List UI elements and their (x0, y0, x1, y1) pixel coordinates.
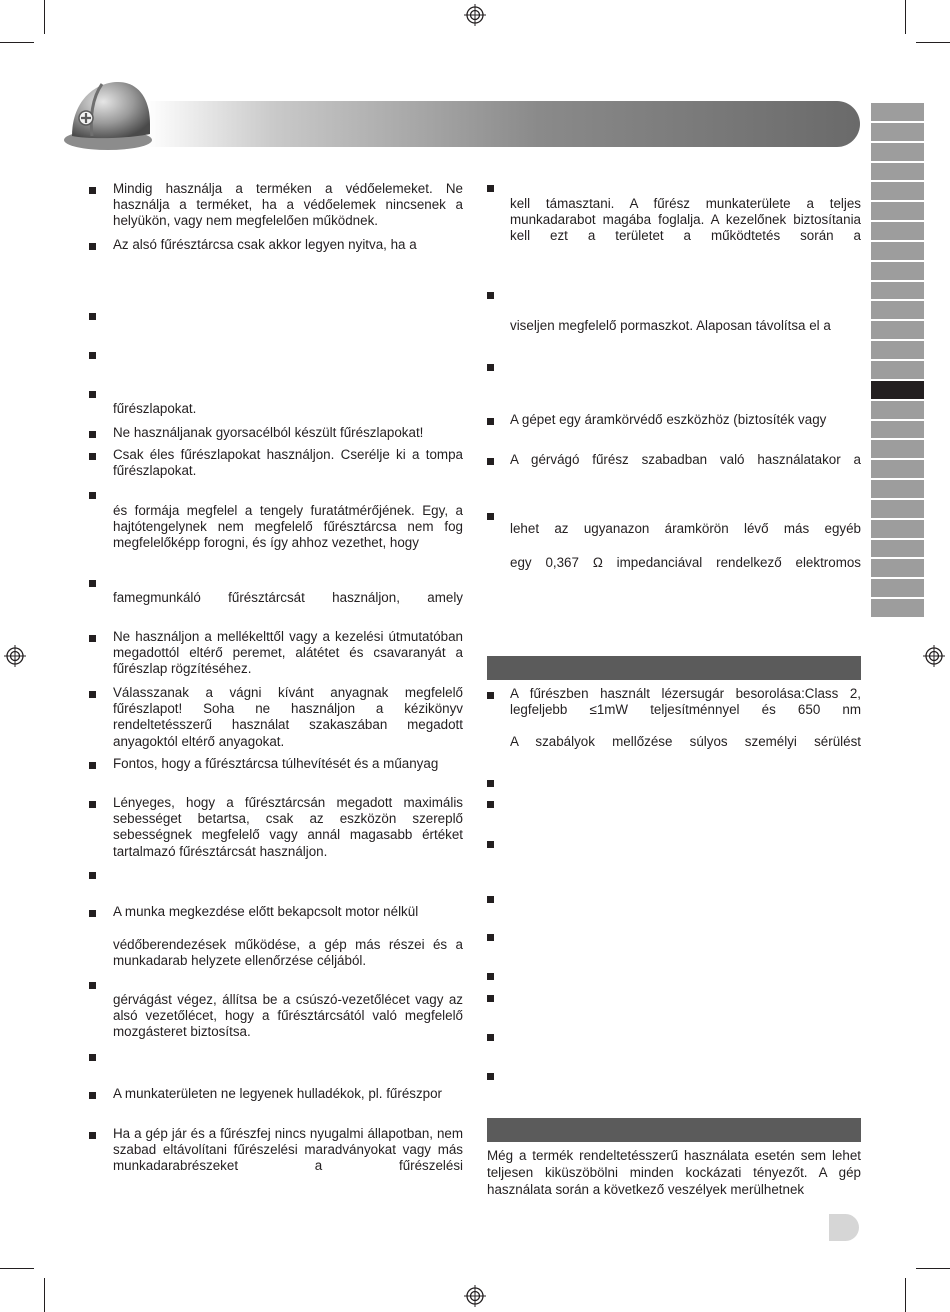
list-item (89, 237, 463, 253)
bullet-icon (89, 1092, 96, 1099)
item-text: famegmunkáló fűrésztárcsát használjon, amely (113, 590, 463, 605)
bullet-icon (89, 492, 96, 499)
item-text: A fűrészben használt lézersugár besorolása:Class 2, legfeljebb ≤1mW teljesítménnyel és 650 nm (510, 686, 861, 718)
list-item (89, 978, 463, 1041)
bullet-icon (89, 1054, 96, 1061)
list-item (89, 685, 463, 750)
bullet-icon (487, 841, 494, 848)
section-header-bar (487, 656, 861, 680)
bullet-icon (89, 910, 96, 917)
item-text: gérvágást végez, állítsa be a csúszó-vezetőlécet vagy az alsó vezetőlécet, hogy a fűrésztárcsától való megfelelő mozgásteret biztosítsa. (113, 992, 463, 1040)
list-item (89, 629, 463, 678)
list-item (487, 734, 861, 750)
item-text: egy 0,367 Ω impedanciával rendelkező elektromos (510, 555, 861, 570)
item-text: Csak éles fűrészlapokat használjon. Cserélje ki a tompa fűrészlapokat. (113, 447, 463, 479)
item-text: Válasszanak a vágni kívánt anyagnak megfelelő fűrészlapot! Soha ne használjon a kézikönyv rendeltetésszerű használat szakaszában megadott anyagoktól eltérő anyagokat. (113, 685, 463, 749)
chapter-tab (871, 202, 924, 220)
section-header-bar (487, 1118, 861, 1142)
item-text: Lényeges, hogy a fűrésztárcsán megadott maximális sebességet betartsa, csak az eszközön szereplő sebességnek megfelelő vagy annál magasabb értéket tartalmazó fűrésztárcsát használjon. (113, 795, 463, 859)
registration-mark-icon (464, 1285, 486, 1307)
chapter-tab (871, 123, 924, 141)
list-item (89, 1086, 463, 1102)
crop-mark (905, 1278, 906, 1312)
bullet-icon (89, 431, 96, 438)
chapter-tab (871, 460, 924, 478)
list-item (487, 509, 861, 537)
bullet-icon (487, 692, 494, 699)
list-item (487, 686, 861, 718)
bullet-icon (487, 513, 494, 520)
crop-mark (0, 1268, 34, 1269)
chapter-tab (871, 579, 924, 597)
item-text: kell támasztani. A fűrész munkaterülete a teljes munkadarabot magába foglalja. A kezelőnek biztosítania kell ezt a területet a működtetés során a (510, 196, 861, 244)
chapter-tab (871, 361, 924, 379)
item-text: fűrészlapokat. (113, 401, 197, 416)
item-text: Fontos, hogy a fűrésztárcsa túlhevítését és a műanyag (113, 756, 439, 771)
list-item (89, 937, 463, 969)
item-text: A szabályok mellőzése súlyos személyi sérülést (510, 734, 861, 749)
list-item (487, 180, 861, 245)
chapter-tab (871, 500, 924, 518)
item-text: lehet az ugyanazon áramkörön lévő más egyéb (510, 521, 861, 536)
chapter-tab (871, 540, 924, 558)
page-number-tab (829, 1214, 859, 1241)
list-item (89, 425, 463, 441)
bullet-icon (487, 418, 494, 425)
bullet-icon (487, 896, 494, 903)
item-text: viseljen megfelelő pormaszkot. Alaposan távolítsa el a (510, 318, 831, 333)
chapter-tabs (871, 103, 924, 617)
residual-risks-paragraph: Még a termék rendeltetésszerű használata esetén sem lehet teljesen kiküszöbölni minden kockázati tényezőt. A gép használata során a következő veszélyek merülhetnek (487, 1148, 861, 1197)
item-text: A munkaterületen ne legyenek hulladékok, pl. fűrészpor (113, 1086, 443, 1101)
chapter-tab (871, 301, 924, 319)
bullet-icon (487, 364, 494, 371)
list-item (487, 555, 861, 571)
crop-mark (44, 0, 45, 34)
list-item (89, 756, 463, 772)
chapter-tab (871, 480, 924, 498)
list-item (89, 181, 463, 230)
bullet-icon (487, 973, 494, 980)
bullet-icon (487, 1034, 494, 1041)
list-item (89, 447, 463, 479)
registration-mark-icon (923, 645, 945, 667)
item-text: védőberendezések működése, a gép más részei és a munkadarab helyzete ellenőrzése céljából. (113, 937, 463, 969)
safety-helmet-icon (62, 74, 158, 154)
item-text: A gépet egy áramkörvédő eszközhöz (biztosíték vagy (510, 412, 827, 427)
crop-mark (44, 1278, 45, 1312)
bullet-icon (89, 580, 96, 587)
item-text: Az alsó fűrésztárcsa csak akkor legyen nyitva, ha a (113, 237, 417, 252)
chapter-tab (871, 341, 924, 359)
bullet-icon (487, 1073, 494, 1080)
list-item (89, 488, 463, 552)
registration-mark-icon (4, 645, 26, 667)
item-text: Ha a gép jár és a fűrészfej nincs nyugalmi állapotban, nem szabad eltávolítani fűrészelési maradványokat vagy más munkadarabrészeket a fűrészelési (113, 1126, 463, 1174)
bullet-icon (89, 1132, 96, 1139)
bullet-icon (89, 391, 96, 398)
chapter-tab (871, 222, 924, 240)
bullet-icon (487, 780, 494, 787)
chapter-tab (871, 440, 924, 458)
list-item (487, 288, 861, 334)
item-text: Mindig használja a terméken a védőelemeket. Ne használja a terméket, ha a védőelemek nincsenek a helyükön, vagy nem megfelelően működnek. (113, 181, 463, 229)
chapter-tab (871, 321, 924, 339)
header-banner (146, 101, 860, 147)
chapter-tab (871, 559, 924, 577)
chapter-tab (871, 599, 924, 617)
list-item (89, 904, 463, 920)
bullet-icon (89, 872, 96, 879)
bullet-icon (487, 801, 494, 808)
chapter-tab (871, 182, 924, 200)
chapter-tab (871, 242, 924, 260)
bullet-icon (89, 243, 96, 250)
chapter-tab (871, 262, 924, 280)
chapter-tab (871, 163, 924, 181)
bullet-icon (487, 934, 494, 941)
bullet-icon (487, 292, 494, 299)
bullet-icon (89, 187, 96, 194)
list-item (89, 795, 463, 860)
list-item (89, 1126, 463, 1175)
chapter-tab-active (871, 381, 924, 399)
crop-mark (916, 42, 950, 43)
bullet-icon (89, 635, 96, 642)
item-text: A munka megkezdése előtt bekapcsolt motor nélkül (113, 904, 419, 919)
bullet-icon (89, 982, 96, 989)
bullet-icon (89, 352, 96, 359)
bullet-icon (89, 453, 96, 460)
list-item (89, 576, 463, 606)
chapter-tab (871, 401, 924, 419)
chapter-tab (871, 103, 924, 121)
crop-mark (905, 0, 906, 34)
list-item (89, 387, 463, 417)
chapter-tab (871, 421, 924, 439)
crop-mark (0, 42, 34, 43)
bullet-icon (89, 801, 96, 808)
crop-mark (916, 1268, 950, 1269)
chapter-tab (871, 143, 924, 161)
chapter-tab (871, 520, 924, 538)
list-item (487, 412, 861, 428)
bullet-icon (487, 995, 494, 1002)
bullet-icon (89, 762, 96, 769)
bullet-icon (487, 458, 494, 465)
item-text: Ne használjon a mellékelttől vagy a kezelési útmutatóban megadottól eltérő peremet, alátétet és csavaranyát a fűrészlap rögzítéséhez. (113, 629, 463, 677)
chapter-tab (871, 282, 924, 300)
bullet-icon (89, 691, 96, 698)
item-text: A gérvágó fűrész szabadban való használatakor a (510, 452, 861, 467)
bullet-icon (487, 185, 494, 192)
item-text: és formája megfelel a tengely furatátmérőjének. Egy, a hajtótengelynek nem megfelelő fűrésztárcsa nem fog megfelelőképp forogni, és így ahhoz vezethet, hogy (113, 503, 463, 551)
item-text: Ne használjanak gyorsacélból készült fűrészlapokat! (113, 425, 424, 440)
registration-mark-icon (464, 4, 486, 26)
bullet-icon (89, 313, 96, 320)
list-item (487, 452, 861, 468)
